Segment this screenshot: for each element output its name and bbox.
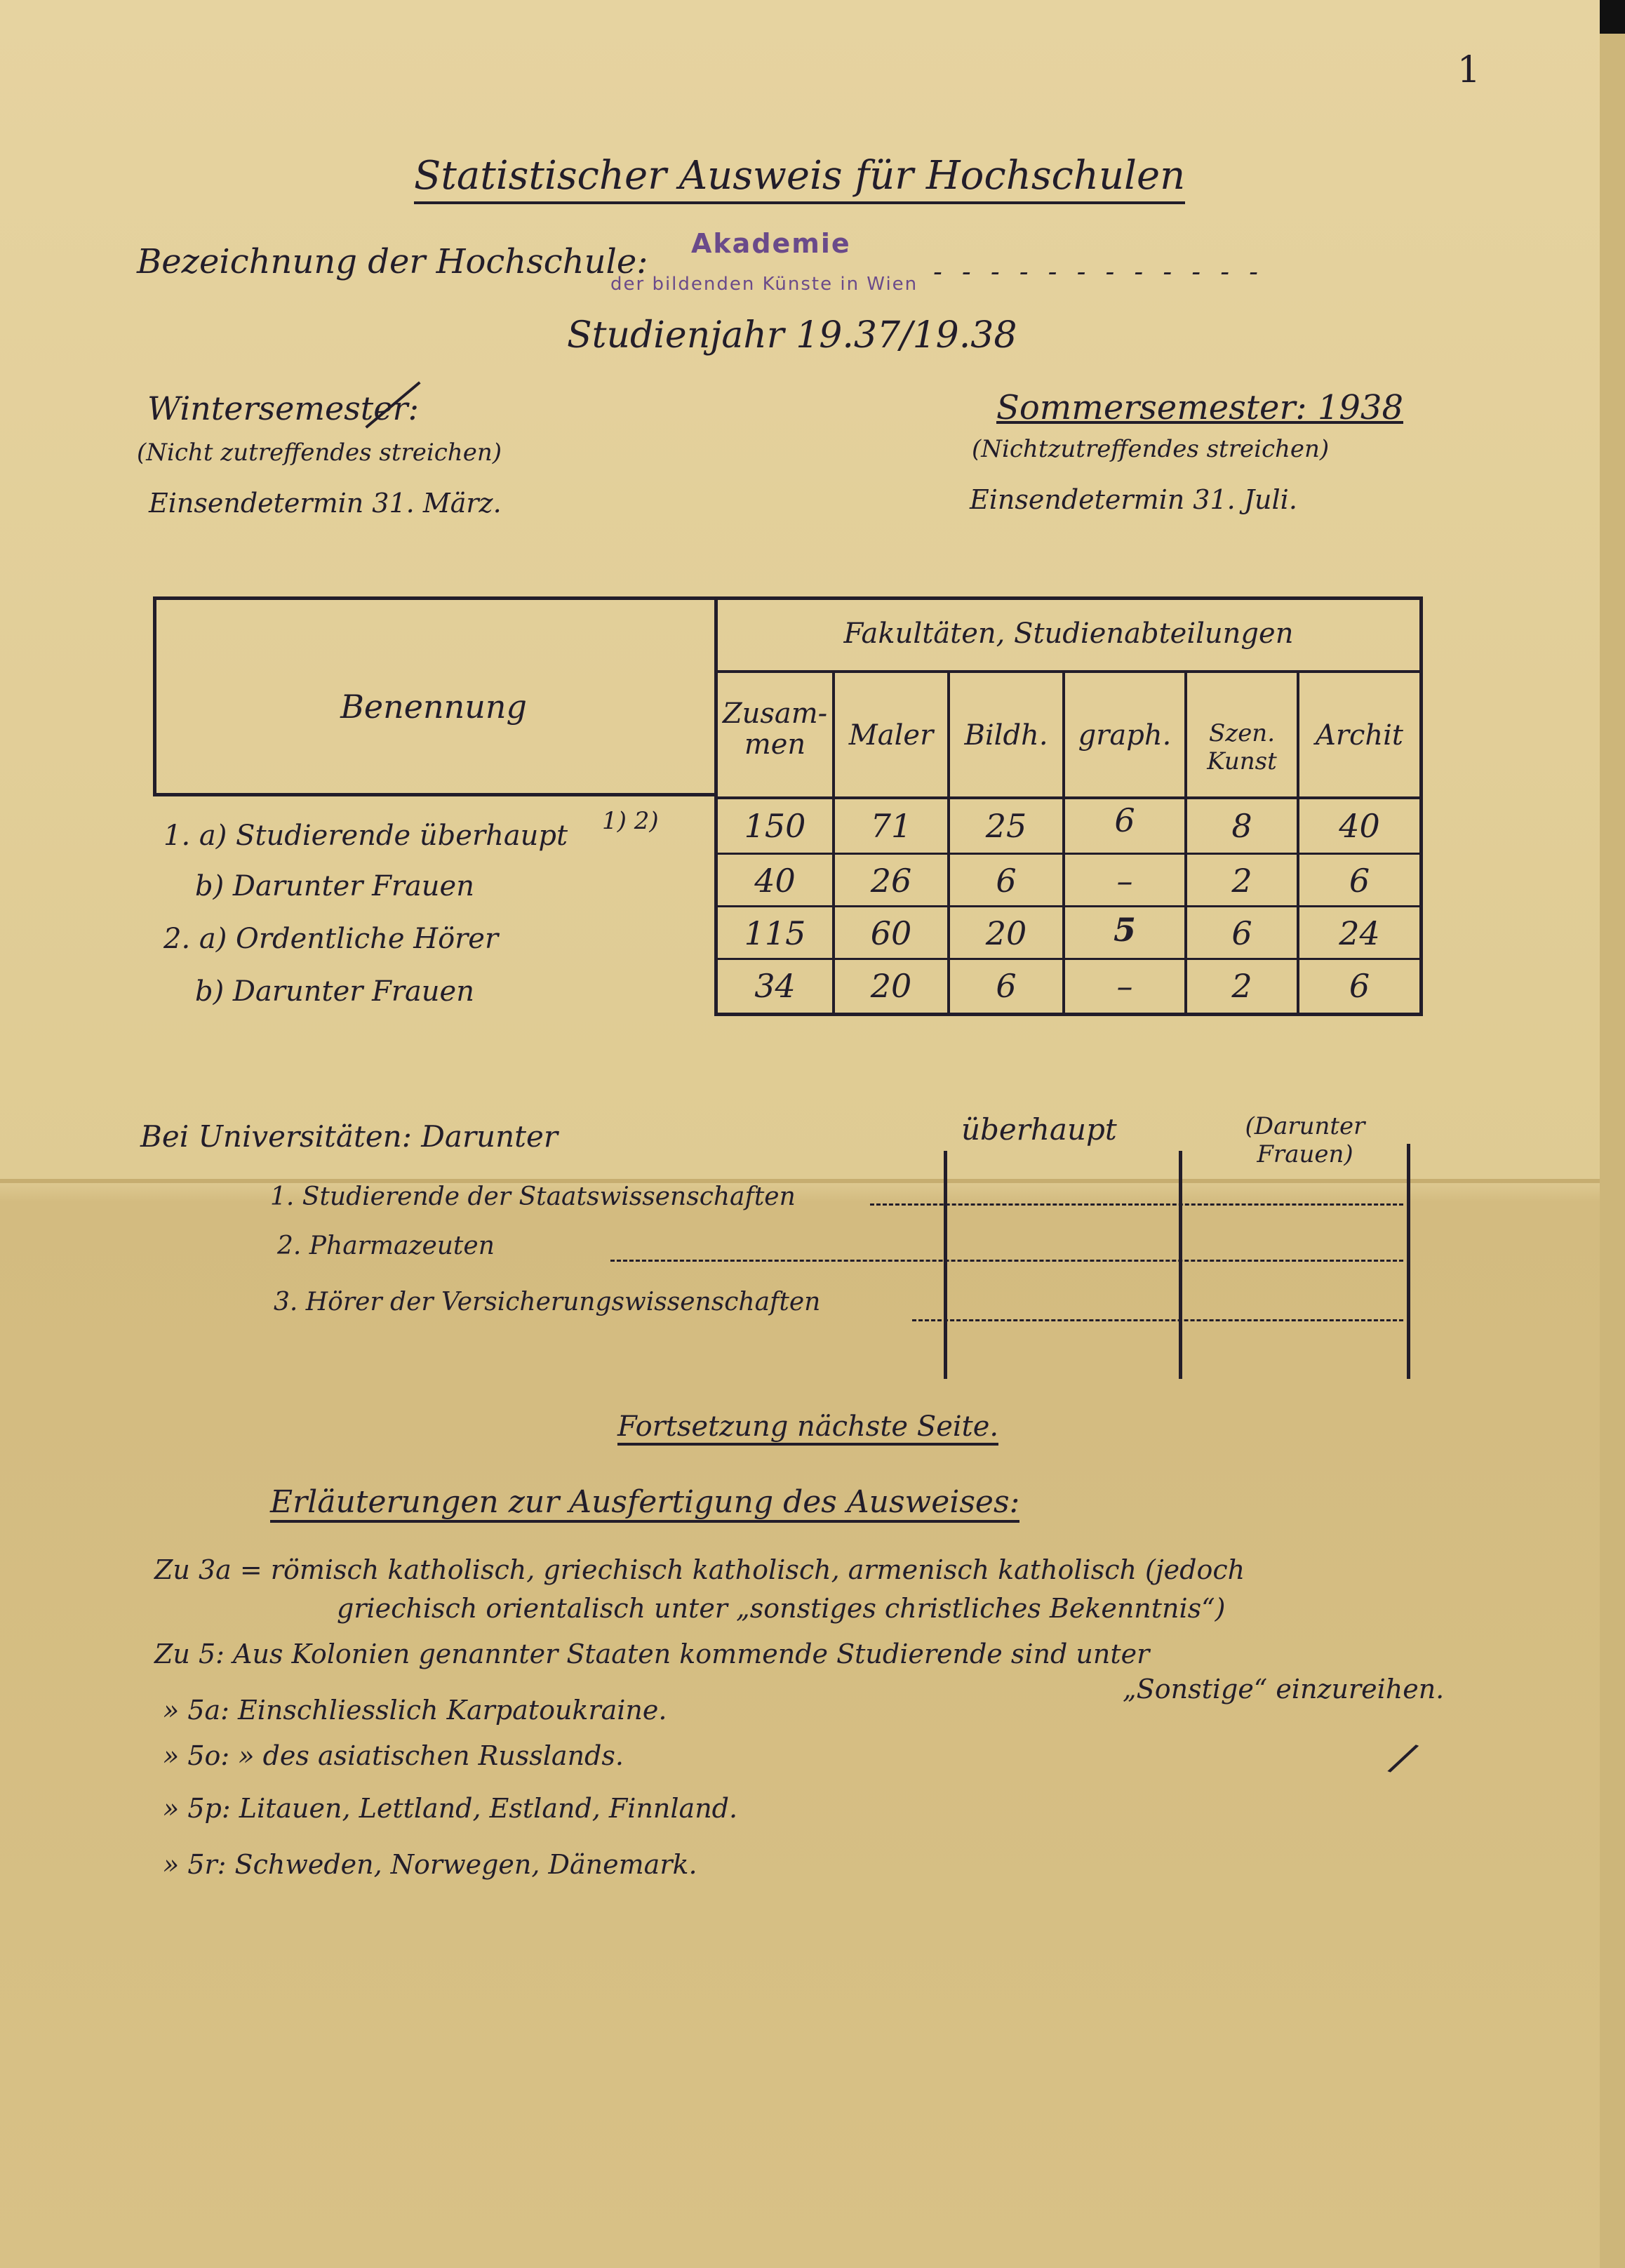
fakultaeten-header: Fakultäten, Studienabteilungen xyxy=(843,618,1294,650)
sommersemester-label: Sommersemester: 1938 xyxy=(996,388,1403,427)
studienjahr: Studienjahr 19.37/19.38 xyxy=(567,314,1017,356)
table-cell: 8 xyxy=(1231,807,1252,845)
table-cell: 26 xyxy=(870,862,912,900)
institution-stamp-line1: Akademie xyxy=(691,228,851,259)
table-cell: 150 xyxy=(744,807,806,845)
table-cell: 71 xyxy=(870,807,912,845)
sommersemester-note: (Nichtzutreffendes streichen) xyxy=(972,435,1330,463)
table-cell: 6 xyxy=(1231,914,1252,952)
table-cell: 34 xyxy=(754,967,796,1005)
col-header-szen-kunst: Szen. Kunst xyxy=(1207,719,1277,775)
wintersemester-label: Wintersemester: xyxy=(147,389,419,427)
universities-item: 3. Hörer der Versicherungswissenschaften xyxy=(274,1288,821,1316)
table-cell: 6 xyxy=(996,862,1017,900)
table-cell: 6 xyxy=(1114,801,1135,839)
dashed-line xyxy=(870,1203,1403,1206)
universities-divider xyxy=(1407,1144,1410,1379)
table-cell: – xyxy=(1116,862,1133,900)
bezeichnung-label: Bezeichnung der Hochschule: xyxy=(137,242,648,281)
table-cell: – xyxy=(1116,967,1133,1005)
col-header-bildh: Bildh. xyxy=(964,719,1048,752)
table-cell: 24 xyxy=(1339,914,1380,952)
table-cell: 6 xyxy=(996,967,1017,1005)
table-cell: 20 xyxy=(870,967,912,1005)
row-label: 1. a) Studierende überhaupt xyxy=(163,820,568,852)
bezeichnung-dashes: - - - - - - - - - - - - xyxy=(933,256,1264,287)
dashed-line xyxy=(610,1260,1403,1262)
universities-divider xyxy=(944,1151,947,1379)
table-cell: 40 xyxy=(1339,807,1380,845)
universities-col-women: (Darunter Frauen) xyxy=(1245,1112,1365,1168)
table-cell: 115 xyxy=(744,914,806,952)
paper-fold xyxy=(0,1179,1600,1183)
table-cell: 40 xyxy=(754,862,796,900)
table-cell: 5 xyxy=(1113,911,1136,949)
table-cell: 25 xyxy=(985,807,1027,845)
wintersemester-deadline: Einsendetermin 31. März. xyxy=(149,488,502,519)
sommersemester-deadline: Einsendetermin 31. Juli. xyxy=(970,484,1297,515)
col-header-maler: Maler xyxy=(848,719,934,752)
note-line: Zu 3a = römisch katholisch, griechisch katholisch, armenisch katholisch (jedoch xyxy=(154,1554,1245,1585)
row-label: 2. a) Ordentliche Hörer xyxy=(163,923,499,955)
universities-item: 2. Pharmazeuten xyxy=(277,1232,495,1260)
universities-heading: Bei Universitäten: Darunter xyxy=(140,1119,558,1154)
col-header-archit: Archit xyxy=(1315,719,1404,752)
universities-item: 1. Studierende der Staatswissenschaften xyxy=(270,1182,796,1211)
table-cell: 6 xyxy=(1349,967,1370,1005)
dashed-line xyxy=(912,1319,1403,1321)
row-footnote: 1) 2) xyxy=(602,807,659,835)
note-line: „Sonstige“ einzureihen. xyxy=(1123,1674,1445,1705)
table-cell: 2 xyxy=(1231,967,1252,1005)
page-number: 1 xyxy=(1457,49,1480,91)
col-header-graph: graph. xyxy=(1078,719,1172,752)
note-line: griechisch orientalisch unter „sonstiges christliches Bekenntnis“) xyxy=(337,1593,1226,1624)
paper-edge xyxy=(1600,34,1625,2268)
table-cell: 60 xyxy=(870,914,912,952)
explanations-heading: Erläuterungen zur Ausfertigung des Ausweises: xyxy=(270,1484,1019,1523)
continuation-note: Fortsetzung nächste Seite. xyxy=(617,1410,998,1446)
pen-mark: / xyxy=(1388,1732,1419,1784)
benennung-header: Benennung xyxy=(340,688,527,726)
table-cell: 6 xyxy=(1349,862,1370,900)
statistics-table xyxy=(153,596,1423,1016)
universities-divider xyxy=(1179,1151,1182,1379)
scan-border xyxy=(1600,0,1625,34)
note-line: » 5o: » des asiatischen Russlands. xyxy=(163,1740,624,1771)
table-cell: 2 xyxy=(1231,862,1252,900)
institution-stamp-line2: der bildenden Künste in Wien xyxy=(610,274,918,295)
table-cell: 20 xyxy=(985,914,1027,952)
note-line: » 5a: Einschliesslich Karpatoukraine. xyxy=(163,1695,667,1726)
row-label: b) Darunter Frauen xyxy=(195,870,474,902)
universities-col-overall: überhaupt xyxy=(961,1112,1117,1147)
document-title: Statistischer Ausweis für Hochschulen xyxy=(414,153,1185,204)
note-line: Zu 5: Aus Kolonien genannter Staaten kommende Studierende sind unter xyxy=(154,1639,1150,1669)
note-line: » 5r: Schweden, Norwegen, Dänemark. xyxy=(163,1849,697,1880)
row-label: b) Darunter Frauen xyxy=(195,975,474,1008)
wintersemester-note: (Nicht zutreffendes streichen) xyxy=(137,439,502,467)
col-header-zusammen: Zusam- men xyxy=(722,698,828,761)
note-line: » 5p: Litauen, Lettland, Estland, Finnland. xyxy=(163,1793,738,1824)
